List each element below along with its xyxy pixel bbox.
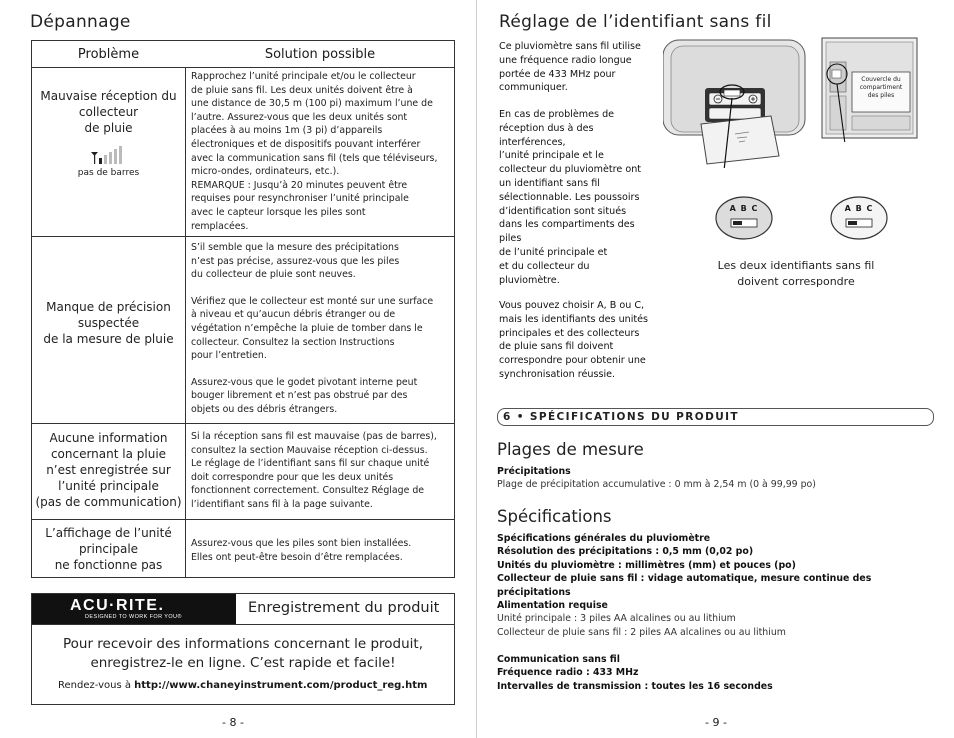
solution-line: objets ou des débris étrangers.	[191, 403, 338, 415]
table-row	[32, 237, 454, 424]
text-line: correspondre pour obtenir une	[499, 355, 646, 367]
solution-line: électroniques et de dispositifs pouvant interférer	[191, 138, 421, 150]
solution-line: REMARQUE : Jusqu’à 20 minutes peuvent être	[191, 179, 408, 191]
solution-line: collecteur. Consultez la section Instructions	[191, 336, 395, 348]
problem-line: collecteur	[78, 105, 139, 119]
page-title: Réglage de l’identifiant sans fil	[499, 12, 772, 32]
label-line: des piles	[867, 92, 895, 99]
text-line: piles	[499, 233, 522, 245]
main-unit-id-switch	[714, 195, 774, 241]
text-line: mais les identifiants des unités	[499, 313, 649, 325]
solution-line: à niveau et qu’aucun débris étranger ou de	[191, 309, 396, 321]
general-specs-block	[497, 532, 947, 599]
solution-cell	[191, 70, 453, 233]
page-number: - 8 -	[222, 716, 244, 729]
solution-line: fonctionnent correctement. Consultez Réglage de	[191, 485, 425, 497]
problem-line: (pas de communication)	[35, 495, 182, 509]
right-page	[477, 0, 954, 738]
problem-line: suspectée	[77, 316, 140, 330]
solution-line: végétation n’empêche la pluie de tomber dans le	[191, 322, 423, 334]
spec-line: Unité principale : 3 piles AA alcalines ou au lithium	[497, 613, 736, 625]
problem-cell	[32, 525, 185, 573]
problem-line: l’unité principale	[58, 479, 159, 493]
solution-line: Le réglage de l’identifiant sans fil sur chaque unité	[191, 458, 430, 470]
solution-cell	[191, 430, 453, 512]
problem-line: concernant la pluie	[50, 447, 167, 461]
registration-link[interactable]: http://www.chaneyinstrument.com/product_reg.htm	[134, 680, 428, 691]
header-problem: Problème	[77, 47, 140, 62]
table-row	[32, 520, 454, 578]
spec-line: Unités du pluviomètre : millimètres (mm) et pouces (po)	[497, 559, 796, 571]
caption-line: doivent correspondre	[737, 275, 855, 288]
solution-line: une distance de 30,5 m (100 pi) maximum l’une de	[191, 98, 433, 110]
solution-cell	[191, 537, 453, 564]
solution-line: Si la réception sans fil est mauvaise (pas de barres),	[191, 431, 437, 442]
header-solution: Solution possible	[264, 47, 376, 62]
text-line: de pluie sans fil doivent	[499, 341, 614, 353]
problem-line: de pluie	[84, 121, 133, 135]
problem-line: de la mesure de pluie	[43, 332, 174, 346]
text-line: collecteur du pluviomètre ont	[499, 164, 642, 176]
solution-line: du collecteur de pluie sont neuves.	[191, 269, 356, 281]
battery-cover-label	[853, 76, 909, 100]
wireless-specs-block	[497, 653, 947, 693]
illustration-caption	[676, 258, 916, 290]
solution-line: S’il semble que la mesure des précipitations	[191, 242, 399, 253]
solution-line: Vérifiez que le collecteur est monté sur une surface	[191, 295, 434, 307]
solution-line: consultez la section Mauvaise réception ci-dessus.	[191, 444, 428, 456]
text-line: Ce pluviomètre sans fil utilise	[499, 41, 641, 52]
text-line: Vous pouvez choisir A, B ou C,	[499, 300, 645, 311]
solution-cell	[191, 241, 453, 417]
intro-paragraph	[499, 40, 664, 95]
acurite-logo	[32, 594, 236, 624]
solution-line: avec la communication sans fil (tels que téléviseurs,	[191, 152, 438, 164]
registration-line-2: enregistrez-le en ligne. C’est rapide et facile!	[90, 655, 396, 671]
solution-line: l’autre. Assurez-vous que les deux unités sont	[191, 111, 408, 123]
problem-line: n’est enregistrée sur	[46, 463, 171, 477]
spec-line: Intervalles de transmission : toutes les 16 secondes	[497, 680, 773, 692]
table-row	[32, 424, 454, 520]
solution-line: bouger librement et n’est pas obstrué par des	[191, 390, 408, 402]
selection-paragraph	[499, 299, 664, 382]
spec-line: Fréquence radio : 433 MHz	[497, 667, 639, 679]
abc-label: A B C	[844, 204, 874, 213]
registration-title: Enregistrement du produit	[248, 600, 440, 616]
problem-line: L’affichage de l’unité	[45, 526, 172, 540]
divider	[32, 624, 454, 625]
table-row	[32, 68, 454, 237]
solution-line: remplacées.	[191, 220, 249, 232]
text-line: communiquer.	[499, 82, 568, 94]
page-title: Dépannage	[30, 12, 131, 32]
power-specs-block	[497, 599, 947, 639]
problem-line: Mauvaise réception du	[40, 89, 177, 103]
section-title: 6 • SPÉCIFICATIONS DU PRODUIT	[503, 411, 739, 423]
spec-line: Collecteur de pluie sans fil : vidage automatique, mesure continue des précipitations	[497, 573, 872, 598]
text-line: un identifiant sans fil	[499, 177, 600, 189]
solution-line: Assurez-vous que le godet pivotant interne peut	[191, 376, 418, 388]
problem-line: principale	[78, 542, 139, 556]
text-line: de l’unité principale et	[499, 246, 608, 258]
logo-text: ACU·RITE.	[70, 597, 165, 614]
solution-line: pour l’entretien.	[191, 350, 267, 362]
registration-line-1: Pour recevoir des informations concernant le produit,	[62, 636, 424, 652]
problem-cell	[32, 88, 185, 136]
spec-label: Alimentation requise	[497, 600, 608, 611]
text-line: dans les compartiments des	[499, 219, 635, 231]
spec-label: Spécifications générales du pluviomètre	[497, 533, 711, 544]
text-line: d’identification sont situés	[499, 205, 627, 217]
spec-label: Précipitations	[497, 466, 571, 477]
spec-line: Collecteur de pluie sans fil : 2 piles AA alcalines ou au lithium	[497, 626, 786, 638]
problem-line: Manque de précision	[46, 300, 171, 314]
url-prefix: Rendez-vous à	[58, 680, 135, 691]
product-registration-box	[31, 593, 455, 705]
text-line: synchronisation réussie.	[499, 368, 616, 380]
solution-line: placées à au moins 1m (3 pi) d’appareils	[191, 125, 383, 137]
solution-line: Assurez-vous que les piles sont bien installées.	[191, 538, 412, 549]
text-line: une fréquence radio longue	[499, 54, 632, 66]
interference-paragraph	[499, 108, 664, 287]
ranges-block	[497, 465, 947, 492]
solution-line: l’identifiant sans fil à la page suivante.	[191, 498, 373, 510]
text-line: En cas de problèmes de	[499, 109, 615, 120]
solution-line: n’est pas précise, assurez-vous que les piles	[191, 255, 400, 267]
caption-line: Les deux identifiants sans fil	[717, 259, 875, 272]
text-line: portée de 433 MHz pour	[499, 68, 616, 80]
text-line: et du collecteur du	[499, 260, 590, 272]
solution-line: avec le capteur lorsque les piles sont	[191, 206, 366, 218]
section-header	[497, 408, 934, 426]
signal-bars-icon	[91, 144, 127, 164]
no-bars-caption: pas de barres	[77, 168, 140, 178]
solution-line: requises pour resynchroniser l’unité principale	[191, 193, 409, 205]
abc-label: A B C	[729, 204, 759, 213]
solution-line: doit correspondre pour que les deux unités	[191, 471, 394, 483]
rain-collector-illustration	[820, 36, 920, 142]
text-line: réception dus à des	[499, 122, 594, 134]
text-line: pluviomètre.	[499, 274, 560, 286]
solution-line: Rapprochez l’unité principale et/ou le collecteur	[191, 71, 416, 82]
solution-line: de pluie sans fil. Les deux unités doivent être à	[191, 84, 413, 96]
text-line: l’unité principale et le	[499, 150, 604, 162]
registration-url-line	[58, 680, 427, 691]
label-line: Couvercle du	[861, 76, 901, 83]
main-unit-illustration	[663, 38, 813, 168]
text-line: interférences,	[499, 136, 566, 148]
solution-line: micro-ondes, ordinateurs, etc.).	[191, 166, 340, 178]
solution-line: Elles ont peut-être besoin d’être remplacées.	[191, 551, 403, 563]
label-line: compartiment	[859, 84, 903, 91]
page-number: - 9 -	[705, 716, 727, 729]
spec-label: Communication sans fil	[497, 654, 620, 665]
collector-id-switch	[829, 195, 889, 241]
troubleshooting-table	[31, 40, 455, 578]
problem-line: Aucune information	[49, 431, 168, 445]
logo-tagline: DESIGNED TO WORK FOR YOU®	[85, 614, 182, 620]
table-header	[32, 41, 454, 68]
problem-line: ne fonctionne pas	[54, 558, 163, 572]
specs-heading: Spécifications	[497, 507, 612, 526]
text-line: principales et des collecteurs	[499, 327, 640, 339]
spec-value: Plage de précipitation accumulative : 0 mm à 2,54 m (0 à 99,99 po)	[497, 479, 816, 491]
text-line: sélectionnable. Les poussoirs	[499, 191, 640, 203]
ranges-heading: Plages de mesure	[497, 440, 644, 459]
problem-cell	[32, 430, 185, 510]
problem-cell	[32, 299, 185, 347]
spec-line: Résolution des précipitations : 0,5 mm (0,02 po)	[497, 546, 754, 558]
